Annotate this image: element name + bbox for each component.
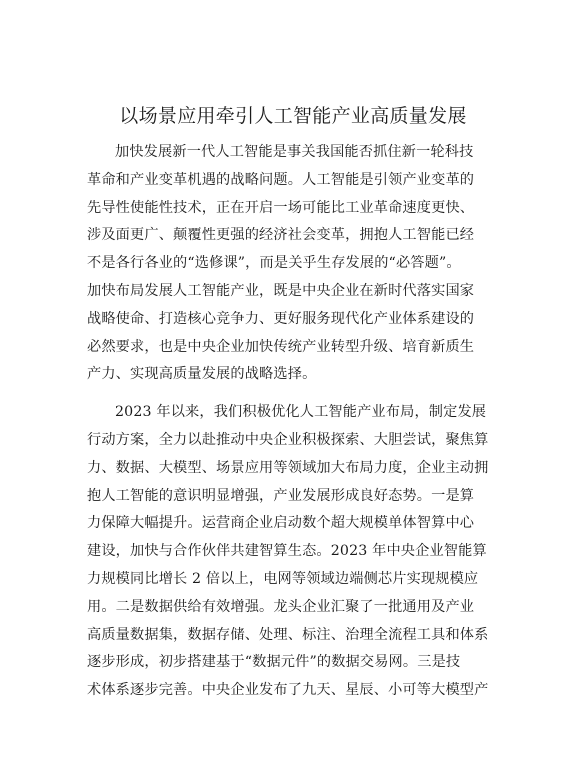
text-line: 行动方案，全力以赴推动中央企业积极探索、大胆尝试，聚焦算 (87, 431, 489, 448)
text-line: 抱人工智能的意识明显增强，产业发展形成良好态势。一是算 (87, 487, 475, 504)
document-body (87, 139, 505, 705)
text-line: 不是各行各业的“选修课”，而是关乎生存发展的“必答题”。 (87, 255, 461, 272)
text-line: 战略使命、打造核心竞争力、更好服务现代化产业体系建设的 (87, 310, 475, 327)
text-line: 2023 年以来，我们积极优化人工智能产业布局，制定发展 (115, 404, 487, 421)
paragraph-1 (87, 139, 505, 389)
text-line: 逐步形成，初步搭建基于“数据元件”的数据交易网。三是技 (87, 654, 461, 671)
paragraph-spacer (87, 389, 505, 399)
text-line: 用。二是数据供给有效增强。龙头企业汇聚了一批通用及产业 (87, 598, 475, 615)
text-line: 力、数据、大模型、场景应用等领域加大布局力度，企业主动拥 (87, 459, 489, 476)
text-line: 产力、实现高质量发展的战略选择。 (87, 366, 317, 383)
text-line: 革命和产业变革机遇的战略问题。人工智能是引领产业变革的 (87, 171, 475, 188)
text-line: 加快布局发展人工智能产业，既是中央企业在新时代落实国家 (87, 282, 475, 299)
text-line: 建设，加快与合作伙伴共建智算生态。2023 年中央企业智能算 (87, 543, 487, 560)
document-title: 以场景应用牵引人工智能产业高质量发展 (119, 105, 467, 127)
text-line: 涉及面更广、颠覆性更强的经济社会变革，拥抱人工智能已经 (87, 227, 475, 244)
text-line: 必然要求，也是中央企业加快传统产业转型升级、培育新质生 (87, 338, 475, 355)
text-line: 术体系逐步完善。中央企业发布了九天、星辰、小可等大模型产 (87, 682, 489, 699)
paragraph-2 (87, 399, 505, 705)
text-line: 加快发展新一代人工智能是事关我国能否抓住新一轮科技 (115, 144, 474, 160)
text-line: 高质量数据集，数据存储、处理、标注、治理全流程工具和体系 (87, 626, 489, 643)
text-line: 力保障大幅提升。运营商企业启动数个超大规模单体智算中心 (87, 515, 475, 532)
text-line: 先导性使能性技术，正在开启一场可能比工业革命速度更快、 (87, 199, 475, 216)
text-line: 力规模同比增长 2 倍以上，电网等领域边端侧芯片实现规模应 (87, 570, 479, 587)
